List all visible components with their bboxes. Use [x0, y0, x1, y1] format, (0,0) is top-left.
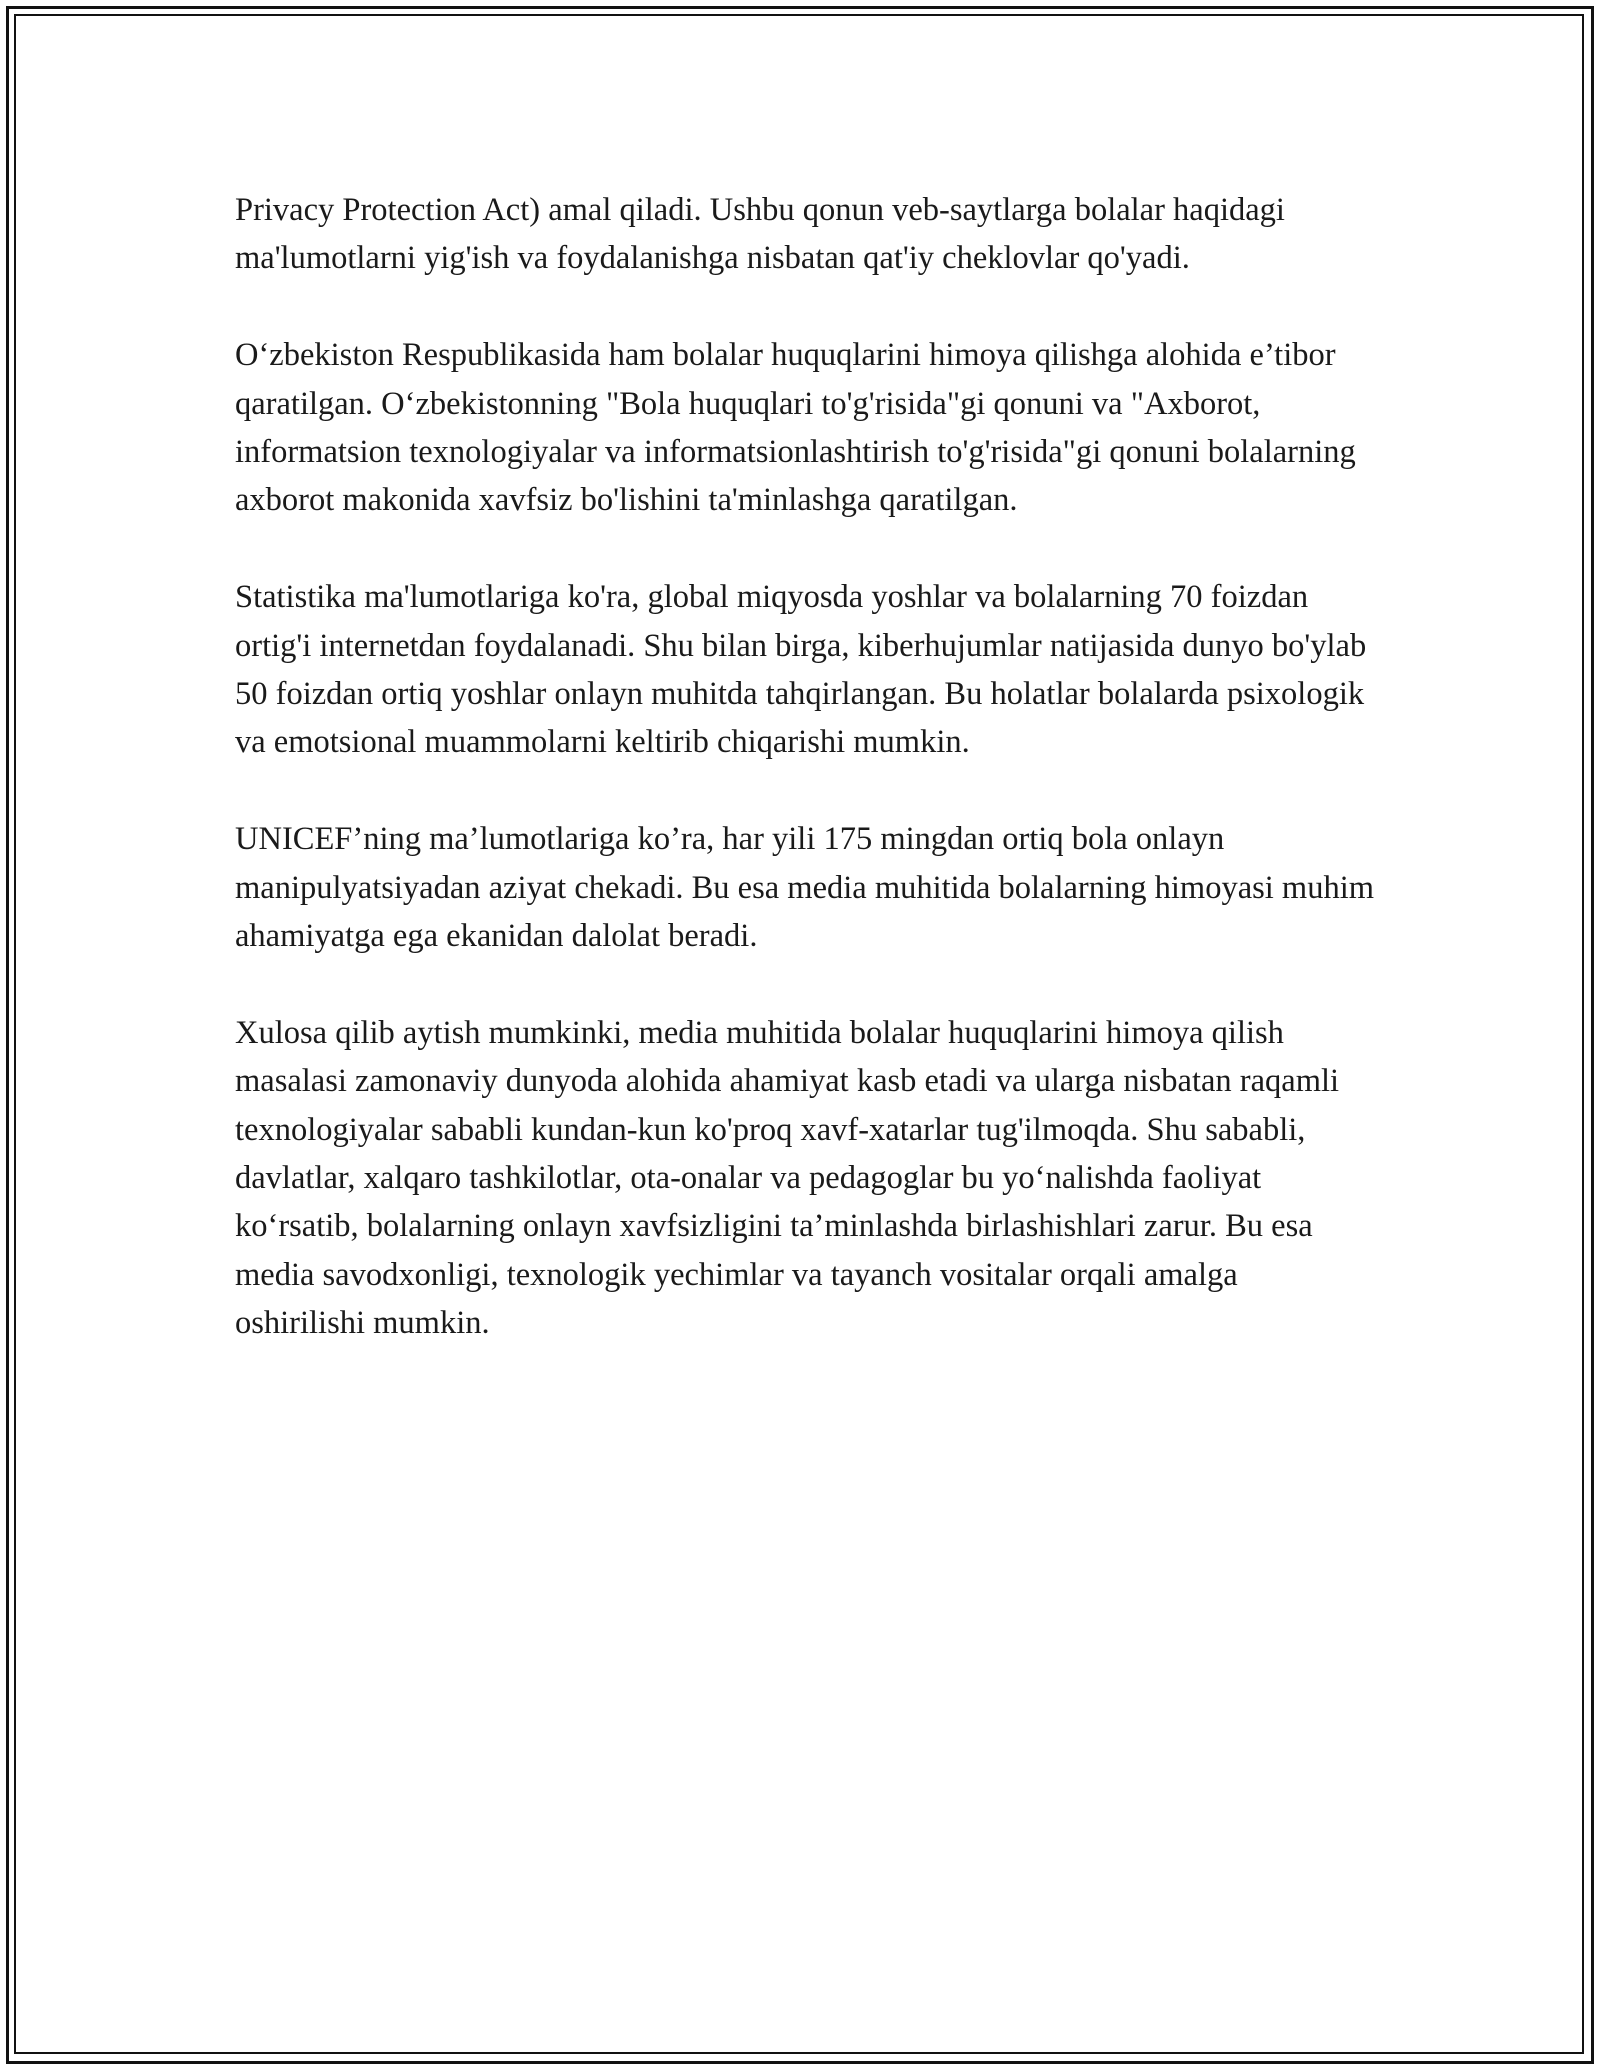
- paragraph-statistics: Statistika ma'lumotlariga ko'ra, global miqyosda yoshlar va bolalarning 70 foizdan ortig'i internetdan foydalanadi. Shu bilan birga, kiberhujumlar natijasida dunyo bo'ylab 50 foizdan ortiq yoshlar onlayn muhitda tahqirlangan. Bu holatlar bolalarda psixologik va emotsional muammolarni keltirib chiqarishi mumkin.: [235, 579, 1367, 761]
- paragraph-unicef: UNICEF’ning ma’lumotlariga ko’ra, har yili 175 mingdan ortiq bola onlayn manipulyatsiyadan aziyat chekadi. Bu esa media muhitida bolalarning himoyasi muhim ahamiyatga ega ekanidan dalolat beradi.: [235, 821, 1375, 955]
- paragraph-conclusion: Xulosa qilib aytish mumkinki, media muhitida bolalar huquqlarini himoya qilish masalasi zamonaviy dunyoda alohida ahamiyat kasb etadi va ularga nisbatan raqamli texnologiyalar sababli kundan-kun ko'proq xavf-xatarlar tug'ilmoqda. Shu sababli, davlatlar, xalqaro tashkilotlar, ota-onalar va pedagoglar bu yo‘nalishda faoliyat ko‘rsatib, bolalarning onlayn xavfsizligini ta’minlashda birlashishlari zarur. Bu esa media savodxonligi, texnologik yechimlar va tayanch vositalar orqali amalga oshirilishi mumkin.: [235, 1014, 1340, 1342]
- paragraph-coppa-continuation: Privacy Protection Act) amal qiladi. Ushbu qonun veb-saytlarga bolalar haqidagi ma'lumotlarni yig'ish va foydalanishga nisbatan qat'iy cheklovlar qo'yadi.: [235, 192, 1285, 277]
- paragraph-uzbekistan-laws: O‘zbekiston Respublikasida ham bolalar huquqlarini himoya qilishga alohida e’tibor qaratilgan. O‘zbekistonning "Bola huquqlari to'g'risida"gi qonuni va "Axborot, informatsion texnologiyalar va informatsionlashtirish to'g'risida"gi qonuni bolalarning axborot makonida xavfsiz bo'lishini ta'minlashga qaratilgan.: [235, 337, 1356, 519]
- document-body: [235, 186, 1375, 1396]
